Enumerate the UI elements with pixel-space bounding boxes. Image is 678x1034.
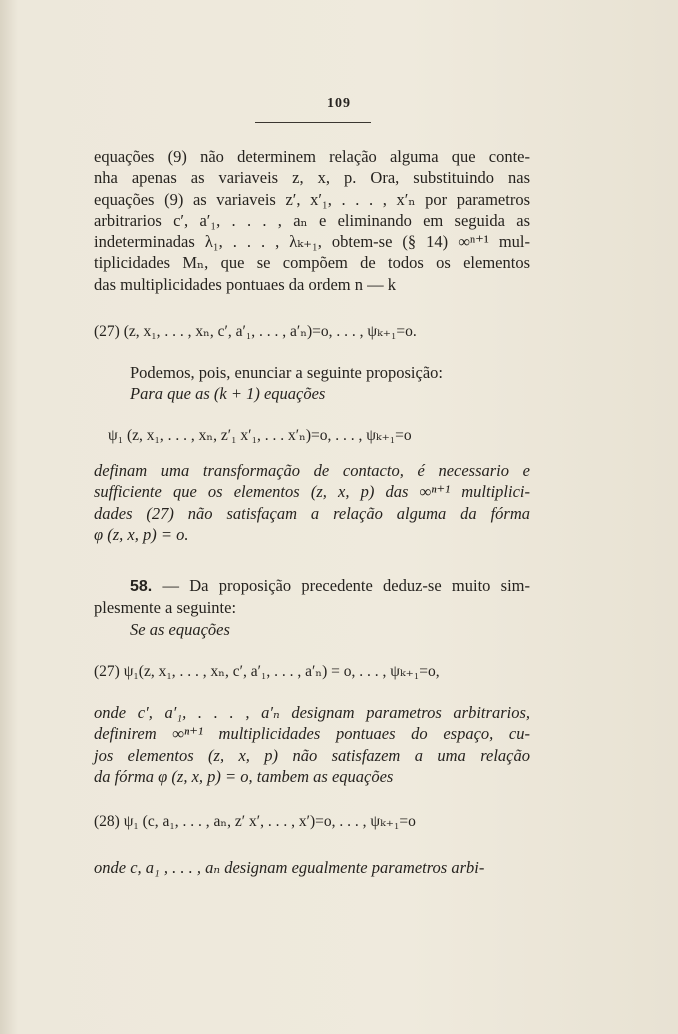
page-number: 109 [327,96,351,111]
text-line: equações (9) as variaveis z′, x′₁, . . . , x′ₙ por parametros [94,189,530,209]
text-line: Para que as (k + 1) equações [130,384,326,404]
text-line: equações (9) não determinem relação alguma que conte- [94,147,530,166]
text-line: onde c, a₁ , . . . , aₙ designam egualmente parametros arbi- [94,858,485,877]
text-line: das multiplicidades pontuaes da ordem n — k [94,274,396,294]
paragraph-2 [94,362,530,405]
section-heading-line [94,575,530,597]
section-number: 58. [130,578,153,595]
header-rule [255,122,371,123]
text-line: onde c′, a′₁, . . . , a′ₙ designam parametros arbitrarios, [94,703,530,722]
text-line: tiplicidades Mₙ, que se compõem de todos os elementos [94,253,530,273]
text-line: Podemos, pois, enunciar a seguinte proposição: [130,363,443,382]
equation-27a: (27) (z, x₁, . . . , xₙ, c′, a′₁, . . . , a′ₙ)=o, . . . , ψₖ₊₁=o. [94,323,417,340]
text-line: da fórma φ (z, x, p) = o, tambem as equações [94,766,394,786]
section-58 [94,575,530,640]
text-line: sufficiente que os elementos (z, x, p) das ∞ⁿ⁺¹ multiplici- [94,482,530,502]
text-line: jos elementos (z, x, p) não satisfazem a uma relação [94,745,530,765]
text-line: plesmente a seguinte: [94,598,237,618]
paragraph-3 [94,460,530,545]
text-line: φ (z, x, p) = o. [94,524,189,544]
equation-27b: (27) ψ₁(z, x₁, . . . , xₙ, c′, a′₁, . . . , a′ₙ) = o, . . . , ψₖ₊₁=o, [94,663,440,680]
text-line: dades (27) não satisfaçam a relação alguma da fórma [94,503,530,523]
text-line: definirem ∞ⁿ⁺¹ multiplicidades pontuaes do espaço, cu- [94,724,530,744]
text-line: nha apenas as variaveis z, x, p. Ora, substituindo nas [94,168,530,188]
equation-psi: ψ₁ (z, x₁, . . . , xₙ, z′₁ x′₁, . . . x′ₙ)=o, . . . , ψₖ₊₁=o [108,427,412,444]
text-line: arbitrarios c′, a′₁, . . . , aₙ e eliminando em seguida as [94,210,530,230]
text-line: Se as equações [130,619,230,639]
paragraph-1 [94,146,530,295]
text-segment: — Da proposição precedente deduz-se muito sim- [152,576,530,595]
equation-28: (28) ψ₁ (c, a₁, . . . , aₙ, z′ x′, . . . , x′)=o, . . . , ψₖ₊₁=o [94,813,416,830]
paragraph-5 [94,857,530,878]
text-line: indeterminadas λ₁, . . . , λₖ₊₁, obtem-se (§ 14) ∞ⁿ⁺¹ mul- [94,232,530,252]
paragraph-4 [94,702,530,787]
text-line: definam uma transformação de contacto, é necessario e [94,461,530,480]
